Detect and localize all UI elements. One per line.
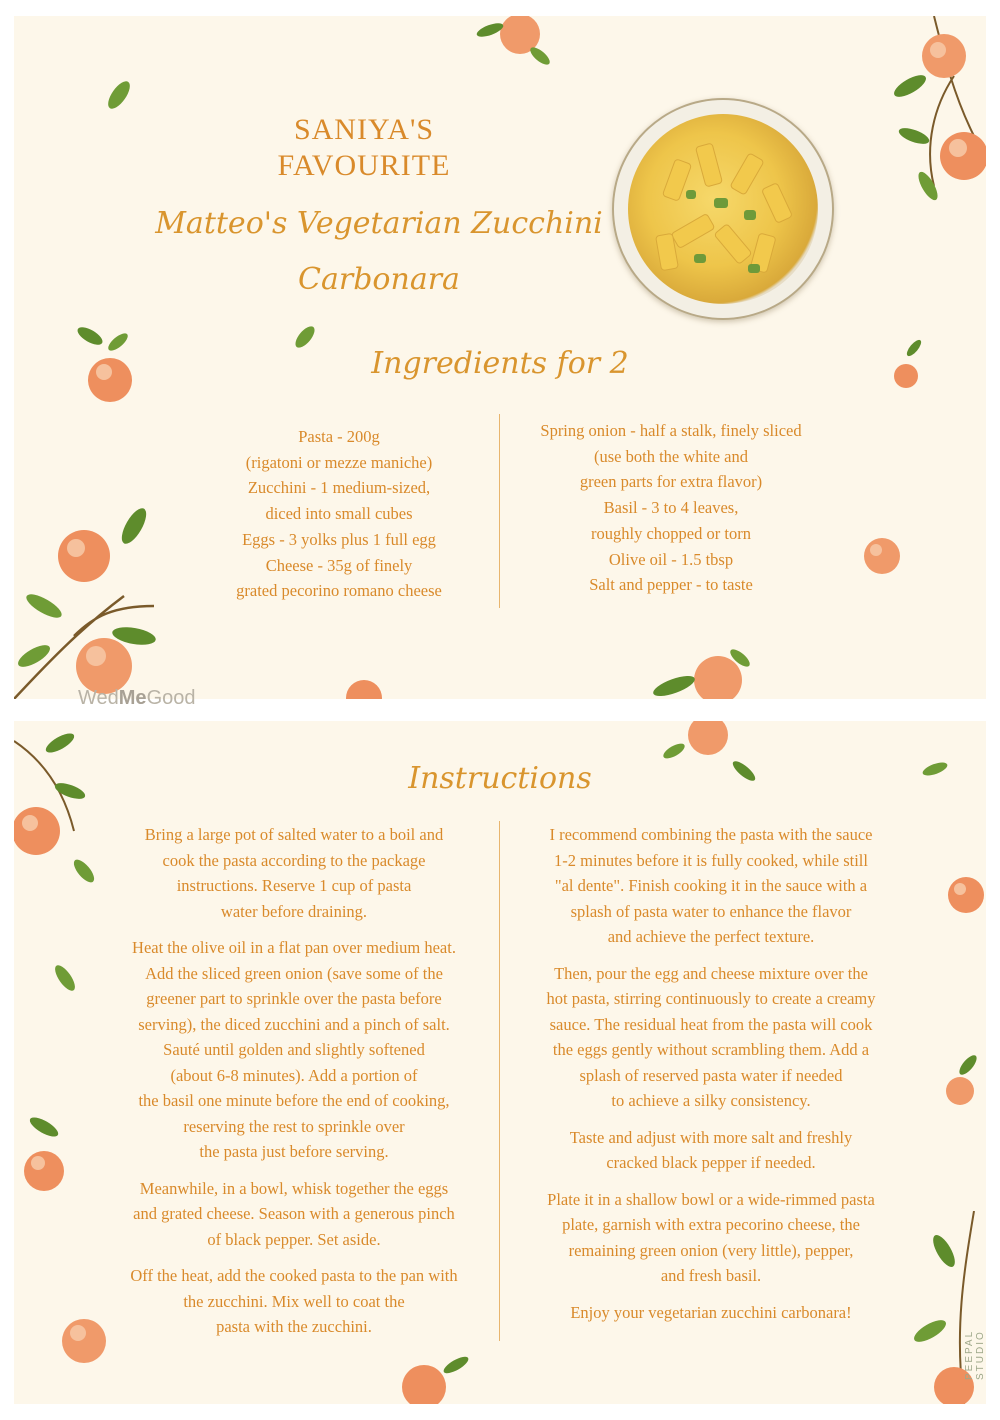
instructions-column-left <box>104 822 484 1351</box>
ingredient-line: Pasta - 200g <box>298 427 380 446</box>
ingredient-line: green parts for extra flavor) <box>579 472 763 492</box>
instruction-paragraph <box>104 1176 484 1253</box>
peach-top-center-decoration <box>474 16 554 76</box>
ingredients-list-left <box>194 424 484 604</box>
instruction-line: Plate it in a shallow bowl or a wide-rimmed pasta <box>547 1189 875 1209</box>
instruction-line: the eggs gently without scrambling them. Add a <box>552 1040 870 1059</box>
instruction-line: greener part to sprinkle over the pasta before <box>146 989 442 1008</box>
instruction-paragraph <box>514 822 908 950</box>
instruction-line: and achieve the perfect texture. <box>607 927 815 946</box>
recipe-name-line-1: Matteo's Vegetarian Zucchini <box>155 206 603 241</box>
instruction-line: reserving the rest to sprinkle over <box>183 1116 405 1136</box>
instruction-paragraph <box>104 1263 484 1340</box>
instruction-line: "al dente". Finish cooking it in the sauce with a <box>554 876 868 895</box>
instruction-line: plate, garnish with extra pecorino cheese, the <box>562 1215 860 1234</box>
ingredient-line: Basil - 3 to 4 leaves, <box>603 498 739 518</box>
instruction-paragraph <box>104 822 484 924</box>
instruction-paragraph <box>514 1125 908 1176</box>
ingredient-line: Olive oil - 1.5 tbsp <box>608 549 734 569</box>
instruction-line: instructions. Reserve 1 cup of pasta <box>176 876 412 895</box>
peach-left-lower-decoration <box>14 1107 74 1197</box>
peach-bottom-center-decoration <box>384 1351 474 1404</box>
instruction-line: and fresh basil. <box>660 1266 762 1285</box>
ingredient-line: roughly chopped or torn <box>591 523 751 543</box>
instruction-line: the basil one minute before the end of cooking, <box>138 1091 450 1110</box>
instruction-line: Enjoy your vegetarian zucchini carbonara! <box>570 1302 852 1322</box>
instruction-line: splash of reserved pasta water if needed <box>579 1065 843 1085</box>
instruction-line: pasta with the zucchini. <box>216 1317 372 1336</box>
ingredient-line: diced into small cubes <box>265 504 413 524</box>
instruction-line: Meanwhile, in a bowl, whisk together the eggs <box>139 1178 449 1198</box>
ingredient-line: (rigatoni or mezze maniche) <box>245 452 433 472</box>
instruction-line: cracked black pepper if needed. <box>606 1153 816 1172</box>
instruction-line: the zucchini. Mix well to coat the <box>183 1291 405 1311</box>
instruction-line: water before draining. <box>220 901 368 921</box>
leaf-left-decoration <box>50 961 80 995</box>
instruction-line: Sauté until golden and slightly softened <box>163 1040 425 1059</box>
ingredient-line: (use both the white and <box>594 446 748 466</box>
instruction-line: Then, pour the egg and cheese mixture over the <box>554 963 868 983</box>
instruction-line: Heat the olive oil in a flat pan over medium heat. <box>132 938 456 957</box>
instruction-line: to achieve a silky consistency. <box>611 1091 811 1110</box>
peach-right-decoration <box>940 871 986 921</box>
page-title <box>14 112 714 184</box>
peach-right-small-decoration <box>934 1051 986 1111</box>
instruction-line: splash of pasta water to enhance the flavor <box>570 901 852 921</box>
ingredients-list-right <box>514 418 828 598</box>
ingredient-line: Cheese - 35g of finely <box>265 555 413 575</box>
pasta-dish <box>628 114 818 304</box>
instruction-line: and grated cheese. Season with a generous pinch <box>133 1204 455 1223</box>
instructions-column-right <box>514 822 908 1336</box>
instruction-line: sauce. The residual heat from the pasta will cook <box>549 1014 873 1034</box>
instruction-line: Off the heat, add the cooked pasta to the pan with <box>130 1266 458 1285</box>
ingredient-line: Zucchini - 1 medium-sized, <box>247 478 431 498</box>
instruction-paragraph <box>514 961 908 1114</box>
peach-branch-bottom-right-decoration <box>644 646 754 699</box>
ingredient-line: Spring onion - half a stalk, finely sliced <box>540 421 802 440</box>
peach-right-decoration <box>850 526 910 586</box>
title-line-2: FAVOURITE <box>277 149 451 182</box>
ingredient-line: Salt and pepper - to taste <box>589 575 753 595</box>
instructions-heading: Instructions <box>408 761 592 796</box>
studio-credit: PEEPAL STUDIO <box>964 1330 986 1380</box>
leaf-top-left-decoration <box>104 78 134 112</box>
ingredient-line: Eggs - 3 yolks plus 1 full egg <box>242 529 436 549</box>
instruction-line: serving), the diced zucchini and a pinch of salt. <box>138 1014 450 1034</box>
pasta-plate-photo <box>612 98 834 320</box>
recipe-card-back <box>14 721 986 1404</box>
ingredients-divider <box>499 414 500 608</box>
instruction-line: Add the sliced green onion (save some of the <box>145 963 443 983</box>
watermark-logo: WedMeGood <box>78 687 196 709</box>
instruction-line: of black pepper. Set aside. <box>207 1229 381 1249</box>
recipe-name-line-2: Carbonara <box>298 262 460 297</box>
instruction-paragraph <box>514 1300 908 1326</box>
peach-branch-bottom-left-decoration <box>14 496 164 699</box>
peach-bottom-center-decoration <box>340 672 390 699</box>
instruction-line: cook the pasta according to the package <box>162 850 426 870</box>
instruction-line: hot pasta, stirring continuously to create a creamy <box>546 989 876 1008</box>
peach-branch-top-right-decoration <box>874 16 986 216</box>
instruction-line: Bring a large pot of salted water to a boil and <box>144 825 444 844</box>
title-line-1: SANIYA'S <box>293 113 435 146</box>
instruction-paragraph <box>514 1187 908 1289</box>
ingredient-line: grated pecorino romano cheese <box>236 581 442 601</box>
instruction-line: Taste and adjust with more salt and freshly <box>569 1127 853 1147</box>
instruction-line: remaining green onion (very little), pepper, <box>568 1240 854 1260</box>
instruction-line: 1-2 minutes before it is fully cooked, while still <box>554 850 868 870</box>
peach-branch-top-left-decoration <box>14 721 104 891</box>
instruction-line: I recommend combining the pasta with the sauce <box>549 825 873 844</box>
instructions-divider <box>499 821 500 1341</box>
recipe-card-front <box>14 16 986 699</box>
instruction-line: (about 6-8 minutes). Add a portion of <box>170 1065 418 1085</box>
ingredients-heading: Ingredients for 2 <box>371 346 629 381</box>
instruction-paragraph <box>104 935 484 1165</box>
instruction-line: the pasta just before serving. <box>199 1142 389 1161</box>
recipe-name <box>144 196 614 308</box>
